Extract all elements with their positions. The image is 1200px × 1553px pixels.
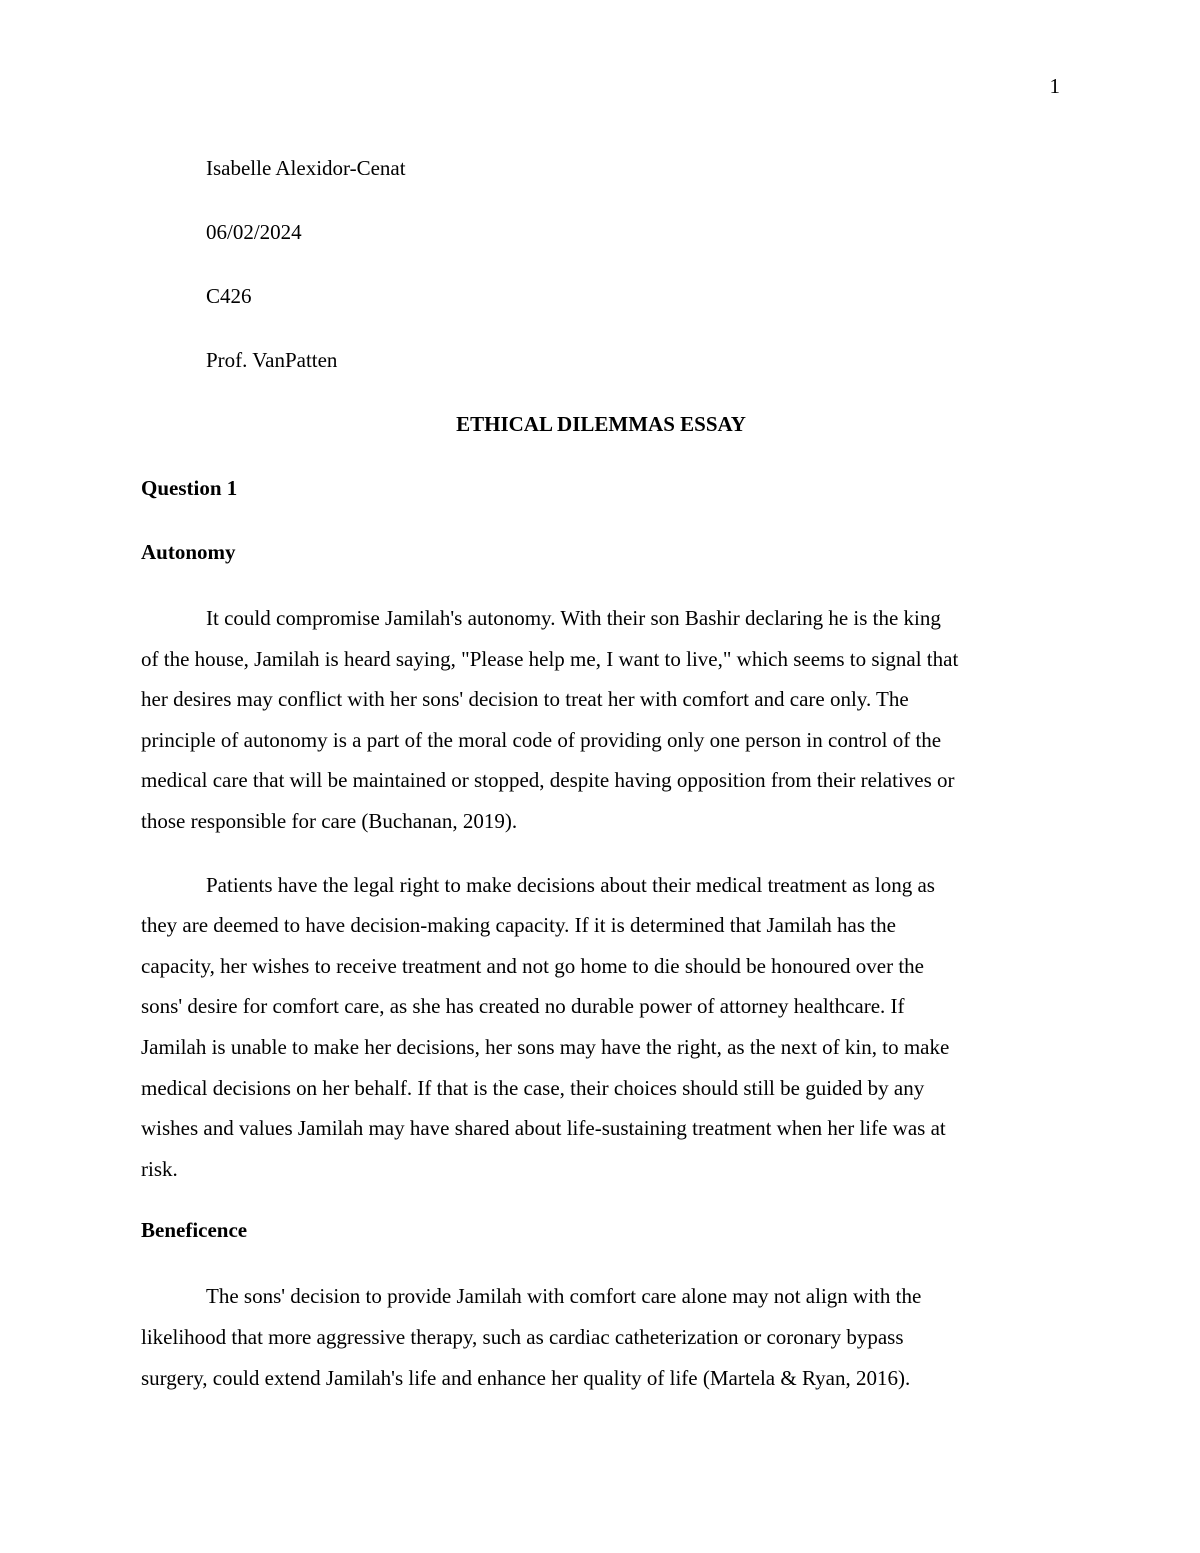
section-heading-beneficence: Beneficence: [141, 1218, 248, 1243]
paragraph-autonomy-1: [141, 598, 1061, 842]
paragraph-line: capacity, her wishes to receive treatment and not go home to die should be honoured over the: [141, 953, 924, 978]
author-name: Isabelle Alexidor-Cenat: [206, 156, 406, 180]
paragraph-line: principle of autonomy is a part of the moral code of providing only one person in control of the: [141, 727, 942, 752]
page-number: 1: [1049, 74, 1060, 98]
paragraph-autonomy-2: [141, 865, 1061, 1190]
paragraph-beneficence-1: [141, 1276, 1061, 1398]
paragraph-line: likelihood that more aggressive therapy, such as cardiac catheterization or coronary bypass: [141, 1324, 904, 1349]
paragraph-line: It could compromise Jamilah's autonomy. With their son Bashir declaring he is the king: [206, 606, 941, 630]
paragraph-line: medical decisions on her behalf. If that is the case, their choices should still be guided by any: [141, 1075, 925, 1100]
course-code: C426: [206, 284, 252, 308]
question-heading: Question 1: [141, 476, 238, 500]
section-heading-autonomy: Autonomy: [141, 540, 236, 564]
paragraph-line: wishes and values Jamilah may have shared about life-sustaining treatment when her life was at: [141, 1116, 946, 1141]
document-body: [141, 150, 1061, 1421]
paragraph-line: those responsible for care (Buchanan, 2019).: [141, 808, 518, 833]
paragraph-line: they are deemed to have decision-making capacity. If it is determined that Jamilah has the: [141, 913, 896, 938]
paragraph-line: sons' desire for comfort care, as she has created no durable power of attorney healthcare. If: [141, 994, 905, 1019]
paragraph-line: Jamilah is unable to make her decisions, her sons may have the right, as the next of kin, to make: [141, 1034, 950, 1059]
paragraph-line: her desires may conflict with her sons' decision to treat her with comfort and care only. The: [141, 687, 909, 712]
paragraph-line: The sons' decision to provide Jamilah with comfort care alone may not align with the: [206, 1284, 922, 1309]
paragraph-line: risk.: [141, 1156, 178, 1181]
paragraph-line: medical care that will be maintained or stopped, despite having opposition from their relatives or: [141, 768, 955, 793]
paragraph-line: of the house, Jamilah is heard saying, "Please help me, I want to live," which seems to signal that: [141, 646, 959, 671]
essay-title: ETHICAL DILEMMAS ESSAY: [456, 412, 746, 436]
instructor-name: Prof. VanPatten: [206, 348, 338, 372]
submission-date: 06/02/2024: [206, 220, 302, 244]
paragraph-line: Patients have the legal right to make decisions about their medical treatment as long as: [206, 872, 935, 897]
paragraph-line: surgery, could extend Jamilah's life and enhance her quality of life (Martela & Ryan, 2016).: [141, 1365, 911, 1390]
